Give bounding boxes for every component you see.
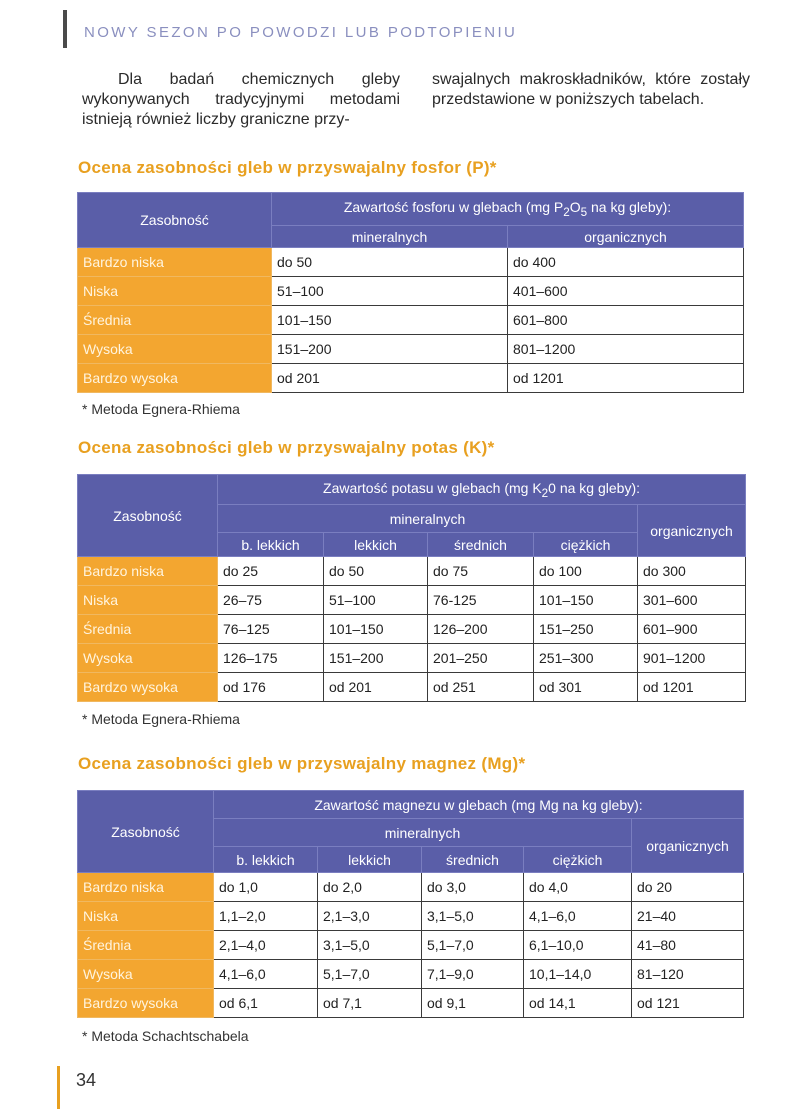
level-label: Średnia — [78, 306, 272, 335]
magnesium-table — [77, 790, 744, 1018]
level-label: Bardzo niska — [78, 873, 214, 902]
table-cell: 76–125 — [218, 615, 324, 644]
table-cell: 101–150 — [324, 615, 428, 644]
phosphorus-footnote: * Metoda Egnera-Rhiema — [82, 401, 240, 417]
level-label: Bardzo niska — [78, 557, 218, 586]
magnesium-subcol-heavy: ciężkich — [524, 847, 632, 873]
phosphorus-col-mineral: mineralnych — [272, 226, 508, 248]
page-number-accent-bar — [57, 1066, 60, 1109]
magnesium-mineral-header: mineralnych — [214, 819, 632, 847]
table-row — [78, 873, 744, 902]
table-cell: od 251 — [428, 673, 534, 702]
table-cell: 4,1–6,0 — [524, 902, 632, 931]
level-label: Bardzo wysoka — [78, 673, 218, 702]
level-label: Wysoka — [78, 644, 218, 673]
running-header: NOWY SEZON PO POWODZI LUB PODTOPIENIU — [84, 24, 518, 41]
magnesium-subcol-light: lekkich — [318, 847, 422, 873]
table-cell: 3,1–5,0 — [318, 931, 422, 960]
table-cell: 51–100 — [324, 586, 428, 615]
table-cell: 901–1200 — [638, 644, 746, 673]
table-row — [78, 557, 746, 586]
table-row — [78, 335, 744, 364]
table-row — [78, 586, 746, 615]
table-cell: do 3,0 — [422, 873, 524, 902]
level-label: Niska — [78, 586, 218, 615]
table-cell: do 50 — [324, 557, 428, 586]
table-row — [78, 248, 744, 277]
table-row — [78, 306, 744, 335]
table-cell: 151–250 — [534, 615, 638, 644]
table-cell: 7,1–9,0 — [422, 960, 524, 989]
table-cell: 26–75 — [218, 586, 324, 615]
table-cell: do 20 — [632, 873, 744, 902]
table-cell: 126–200 — [428, 615, 534, 644]
potassium-organic-header: organicznych — [638, 505, 746, 557]
table-cell: od 176 — [218, 673, 324, 702]
phosphorus-table — [77, 192, 744, 393]
table-cell: od 14,1 — [524, 989, 632, 1018]
table-cell: od 121 — [632, 989, 744, 1018]
table-cell: do 2,0 — [318, 873, 422, 902]
table-cell: do 400 — [508, 248, 744, 277]
table-cell: 76-125 — [428, 586, 534, 615]
table-cell: od 9,1 — [422, 989, 524, 1018]
table-cell: 601–800 — [508, 306, 744, 335]
table-cell: 3,1–5,0 — [422, 902, 524, 931]
phosphorus-row-header: Zasobność — [78, 193, 272, 248]
table-cell: od 1201 — [638, 673, 746, 702]
table-row — [78, 931, 744, 960]
table-cell: od 201 — [324, 673, 428, 702]
table-cell: 126–175 — [218, 644, 324, 673]
table-cell: do 75 — [428, 557, 534, 586]
level-label: Wysoka — [78, 960, 214, 989]
table-cell: do 25 — [218, 557, 324, 586]
table-cell: 6,1–10,0 — [524, 931, 632, 960]
table-cell: 251–300 — [534, 644, 638, 673]
level-label: Wysoka — [78, 335, 272, 364]
table-cell: 201–250 — [428, 644, 534, 673]
table-cell: do 4,0 — [524, 873, 632, 902]
intro-column-1: Dla badań chemicznych gleby wykonywanych tradycyjnymi metodami istnieją również liczby graniczne przy- — [82, 71, 400, 128]
intro-column-2: swajalnych makroskładników, które zostały przedstawione w poniższych tabelach. — [432, 71, 750, 108]
table-cell: 5,1–7,0 — [422, 931, 524, 960]
magnesium-subcol-very-light: b. lekkich — [214, 847, 318, 873]
level-label: Bardzo wysoka — [78, 989, 214, 1018]
table-cell: do 50 — [272, 248, 508, 277]
table-cell: 4,1–6,0 — [214, 960, 318, 989]
table-row — [78, 615, 746, 644]
table-cell: 301–600 — [638, 586, 746, 615]
phosphorus-col-organic: organicznych — [508, 226, 744, 248]
phosphorus-group-header: Zawartość fosforu w glebach (mg $P_2O_5$ na kg gleby): — [272, 193, 744, 226]
potassium-mineral-header: mineralnych — [218, 505, 638, 533]
potassium-row-header: Zasobność — [78, 475, 218, 557]
table-cell: 41–80 — [632, 931, 744, 960]
table-cell: 151–200 — [324, 644, 428, 673]
table-row — [78, 364, 744, 393]
table-row — [78, 989, 744, 1018]
table-cell: do 100 — [534, 557, 638, 586]
magnesium-footnote: * Metoda Schachtschabela — [82, 1028, 249, 1044]
level-label: Niska — [78, 277, 272, 306]
magnesium-subcol-medium: średnich — [422, 847, 524, 873]
page-number: 34 — [76, 1070, 97, 1090]
potassium-group-header: Zawartość potasu w glebach (mg $K_20$ na kg gleby): — [218, 475, 746, 505]
table-cell: 5,1–7,0 — [318, 960, 422, 989]
table-cell: 10,1–14,0 — [524, 960, 632, 989]
level-label: Bardzo wysoka — [78, 364, 272, 393]
potassium-table-title: Ocena zasobności gleb w przyswajalny potas (K)* — [78, 438, 495, 457]
intro-text — [82, 70, 750, 130]
table-cell: od 7,1 — [318, 989, 422, 1018]
table-cell: 801–1200 — [508, 335, 744, 364]
potassium-table — [77, 474, 746, 702]
potassium-subcol-light: lekkich — [324, 533, 428, 557]
level-label: Średnia — [78, 931, 214, 960]
table-cell: 2,1–3,0 — [318, 902, 422, 931]
table-cell: 101–150 — [534, 586, 638, 615]
table-cell: do 300 — [638, 557, 746, 586]
table-cell: 151–200 — [272, 335, 508, 364]
table-cell: od 301 — [534, 673, 638, 702]
table-cell: 401–600 — [508, 277, 744, 306]
magnesium-group-header: Zawartość magnezu w glebach (mg Mg na kg gleby): — [214, 791, 744, 819]
table-cell: 21–40 — [632, 902, 744, 931]
table-cell: 51–100 — [272, 277, 508, 306]
magnesium-row-header: Zasobność — [78, 791, 214, 873]
magnesium-table-title: Ocena zasobności gleb w przyswajalny magnez (Mg)* — [78, 754, 526, 773]
table-cell: 601–900 — [638, 615, 746, 644]
phosphorus-table-title: Ocena zasobności gleb w przyswajalny fosfor (P)* — [78, 158, 497, 177]
potassium-subcol-very-light: b. lekkich — [218, 533, 324, 557]
table-row — [78, 644, 746, 673]
table-cell: od 201 — [272, 364, 508, 393]
table-row — [78, 960, 744, 989]
potassium-footnote: * Metoda Egnera-Rhiema — [82, 711, 240, 727]
magnesium-organic-header: organicznych — [632, 819, 744, 873]
table-cell: od 6,1 — [214, 989, 318, 1018]
level-label: Bardzo niska — [78, 248, 272, 277]
table-cell: 1,1–2,0 — [214, 902, 318, 931]
table-row — [78, 902, 744, 931]
level-label: Średnia — [78, 615, 218, 644]
table-row — [78, 673, 746, 702]
table-row — [78, 277, 744, 306]
table-cell: 101–150 — [272, 306, 508, 335]
potassium-subcol-heavy: ciężkich — [534, 533, 638, 557]
header-accent-bar — [63, 10, 67, 48]
table-cell: 81–120 — [632, 960, 744, 989]
table-cell: od 1201 — [508, 364, 744, 393]
level-label: Niska — [78, 902, 214, 931]
table-cell: do 1,0 — [214, 873, 318, 902]
potassium-subcol-medium: średnich — [428, 533, 534, 557]
table-cell: 2,1–4,0 — [214, 931, 318, 960]
